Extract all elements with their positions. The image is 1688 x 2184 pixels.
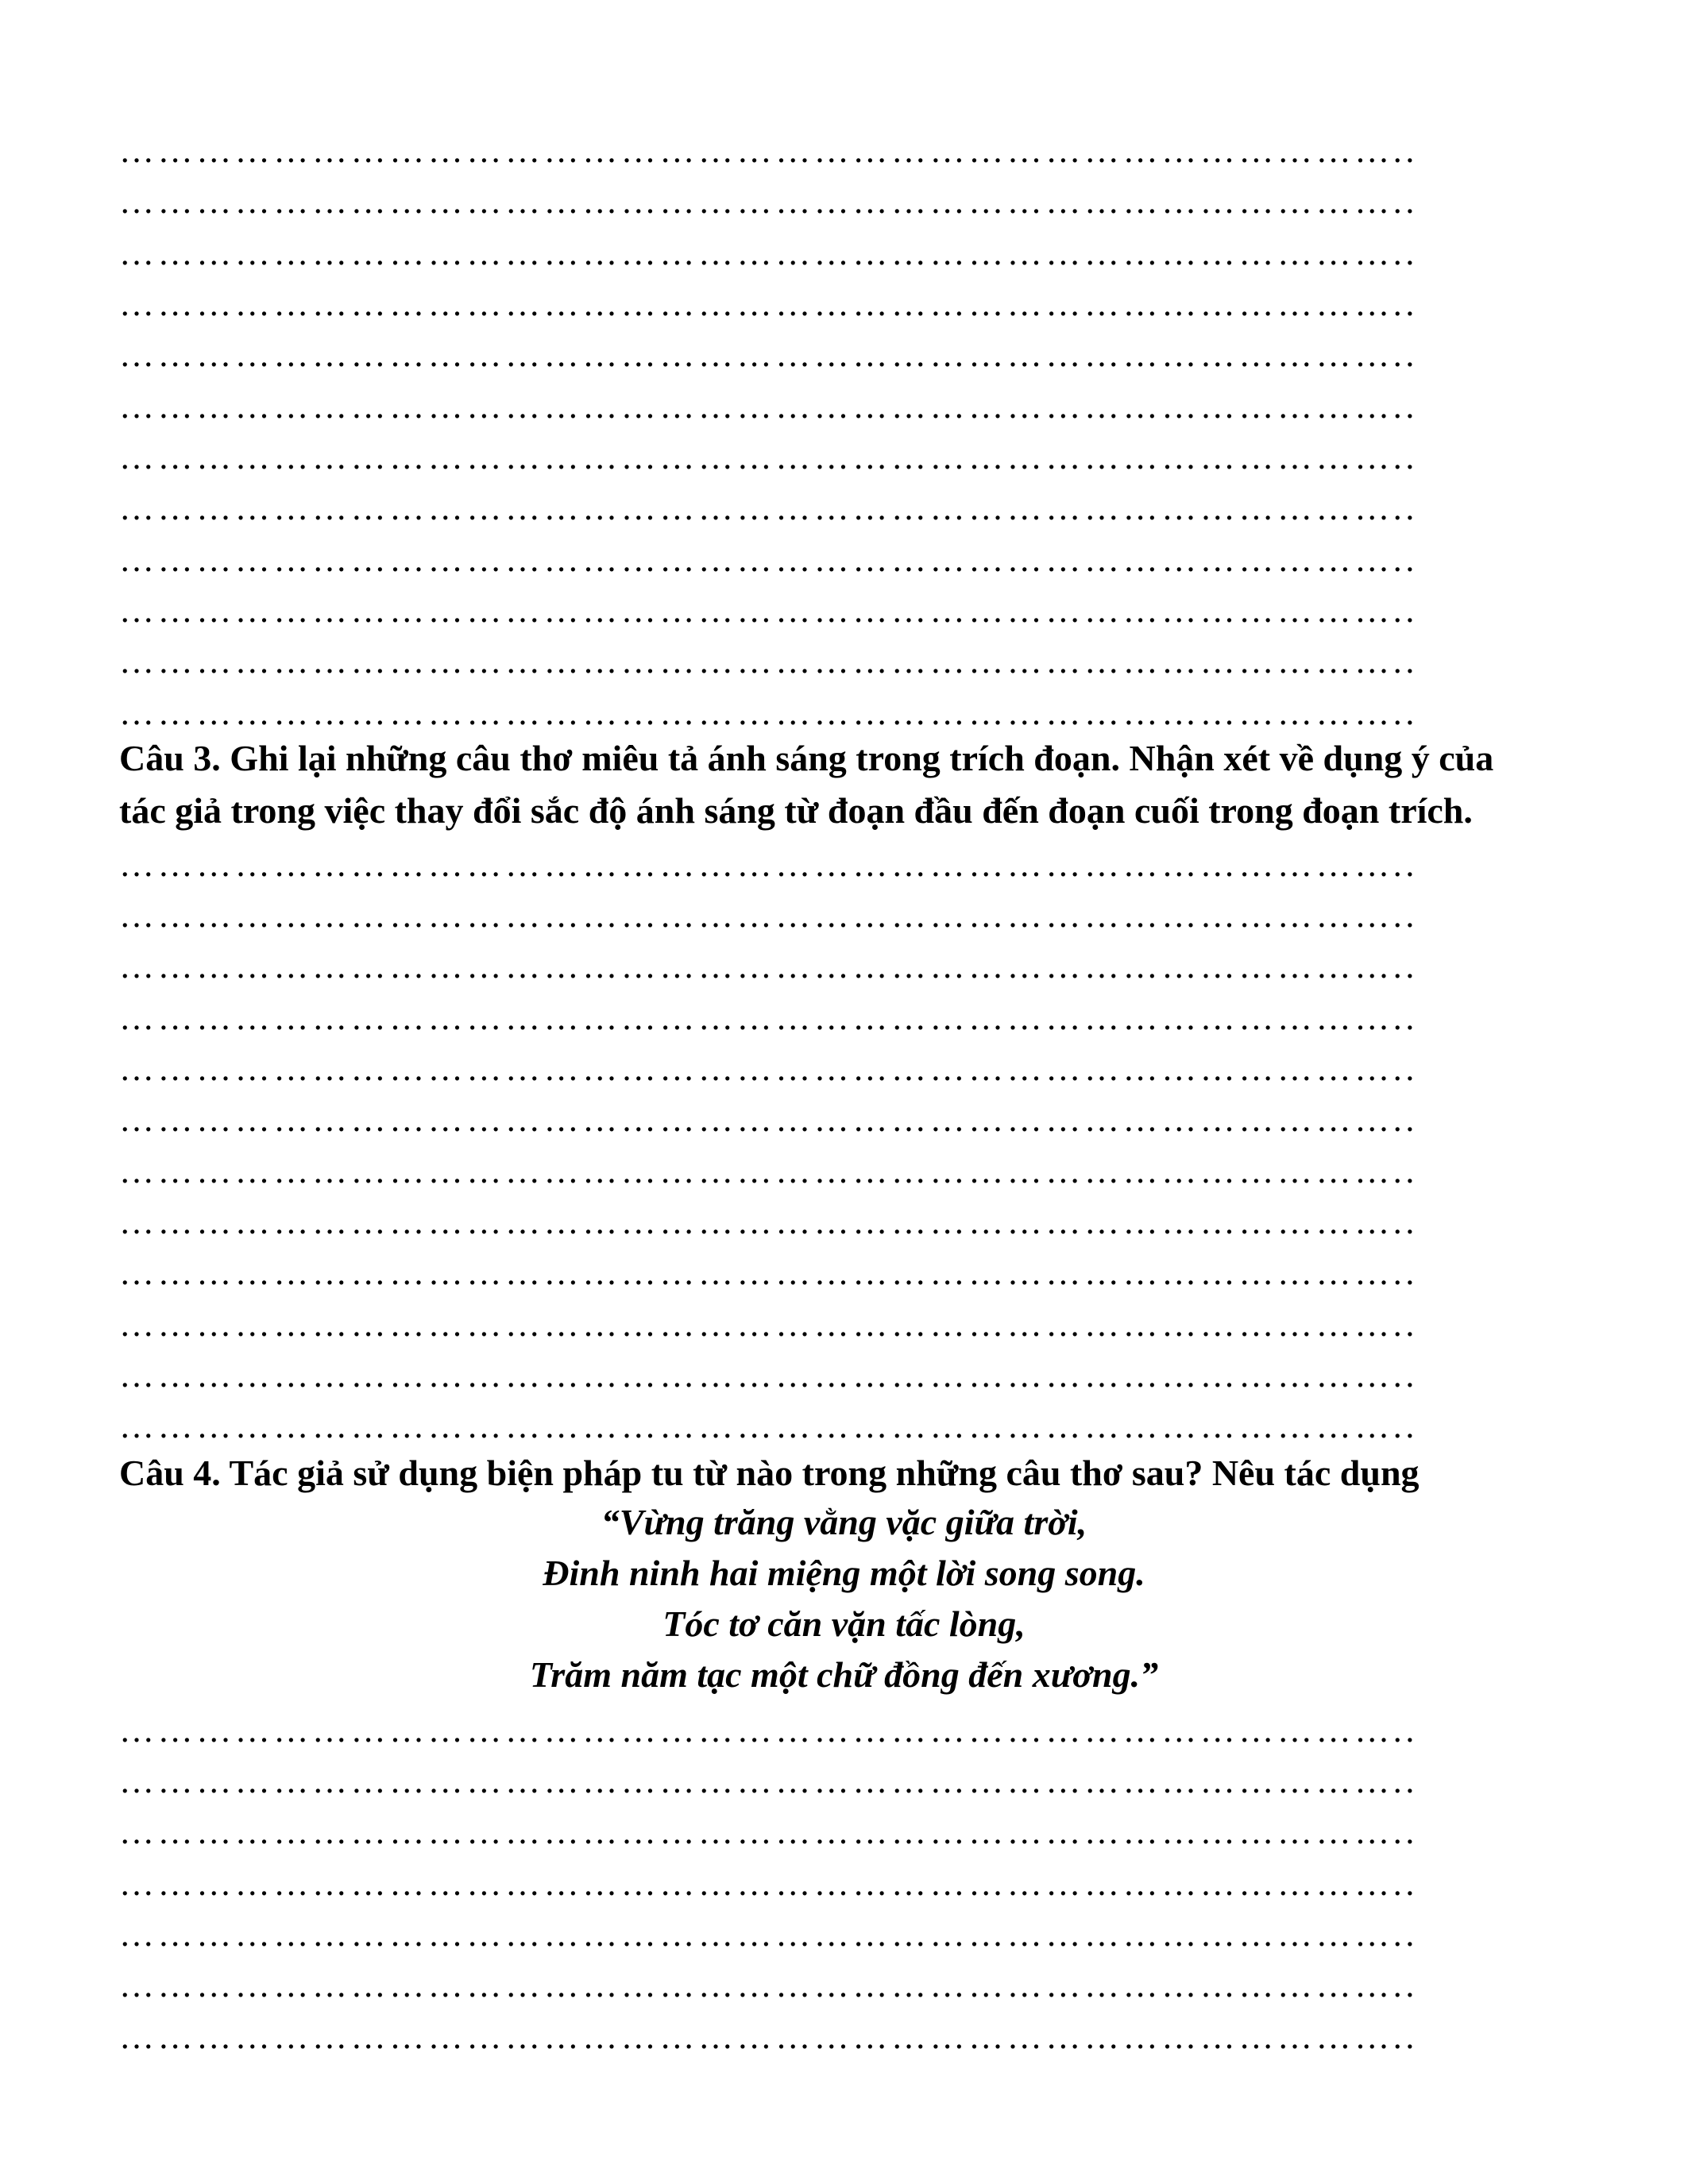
answer-line[interactable]: ………………………………………………………………………………………..	[119, 1356, 1418, 1395]
answer-line[interactable]: ………………………………………………………………………………………..	[119, 438, 1418, 477]
answer-line[interactable]: ………………………………………………………………………………………..	[119, 233, 1418, 272]
answer-line[interactable]: ………………………………………………………………………………………..	[119, 693, 1418, 732]
answer-line[interactable]: ………………………………………………………………………………………..	[119, 1406, 1418, 1445]
answer-line[interactable]: ………………………………………………………………………………………..	[119, 1305, 1418, 1344]
question-3	[119, 732, 1581, 837]
answer-line[interactable]: ………………………………………………………………………………………..	[119, 947, 1418, 986]
question-4	[119, 1447, 1581, 1499]
answer-line[interactable]: ………………………………………………………………………………………..	[119, 1915, 1418, 1954]
answer-line[interactable]: ………………………………………………………………………………………..	[119, 1152, 1418, 1190]
answer-line[interactable]: ………………………………………………………………………………………..	[119, 1812, 1418, 1851]
answer-line[interactable]: ………………………………………………………………………………………..	[119, 1100, 1418, 1139]
answer-line[interactable]: ………………………………………………………………………………………..	[119, 2017, 1418, 2056]
answer-line[interactable]: ………………………………………………………………………………………..	[119, 1761, 1418, 1800]
answer-line[interactable]: ………………………………………………………………………………………..	[119, 896, 1418, 935]
answer-line[interactable]: ………………………………………………………………………………………..	[119, 1202, 1418, 1241]
question-3-line-1: Câu 3. Ghi lại những câu thơ miêu tả ánh sáng trong trích đoạn. Nhận xét về dụng ý của	[119, 738, 1494, 778]
question-4-line-1: Câu 4. Tác giả sử dụng biện pháp tu từ nào trong những câu thơ sau? Nêu tác dụng	[119, 1453, 1420, 1493]
answer-line[interactable]: ………………………………………………………………………………………..	[119, 1864, 1418, 1903]
answer-line[interactable]: ………………………………………………………………………………………..	[119, 1711, 1418, 1750]
poem-line-3: Tóc tơ căn vặn tấc lòng,	[662, 1603, 1026, 1644]
poem-line-2: Đinh ninh hai miệng một lời song song.	[543, 1553, 1145, 1593]
answer-line[interactable]: ………………………………………………………………………………………..	[119, 1966, 1418, 2005]
answer-line[interactable]: ………………………………………………………………………………………..	[119, 591, 1418, 630]
answer-line[interactable]: ………………………………………………………………………………………..	[119, 1049, 1418, 1088]
answer-line[interactable]: ………………………………………………………………………………………..	[119, 387, 1418, 426]
answer-line[interactable]: ………………………………………………………………………………………..	[119, 488, 1418, 527]
answer-line[interactable]: ………………………………………………………………………………………..	[119, 182, 1418, 221]
question-3-line-2: tác giả trong việc thay đổi sắc độ ánh sáng từ đoạn đầu đến đoạn cuối trong đoạn trích.	[119, 790, 1473, 831]
answer-line[interactable]: ………………………………………………………………………………………..	[119, 284, 1418, 323]
poem-line-4: Trăm năm tạc một chữ đồng đến xương.”	[529, 1654, 1159, 1695]
answer-line[interactable]: ………………………………………………………………………………………..	[119, 845, 1418, 884]
answer-line[interactable]: ………………………………………………………………………………………..	[119, 131, 1418, 170]
poem-excerpt	[0, 1497, 1688, 1700]
answer-line[interactable]: ………………………………………………………………………………………..	[119, 1253, 1418, 1292]
answer-line[interactable]: ………………………………………………………………………………………..	[119, 642, 1418, 681]
answer-line[interactable]: ………………………………………………………………………………………..	[119, 335, 1418, 374]
poem-line-1: “Vừng trăng vằng vặc giữa trời,	[601, 1502, 1087, 1542]
answer-line[interactable]: ………………………………………………………………………………………..	[119, 540, 1418, 579]
answer-line[interactable]: ………………………………………………………………………………………..	[119, 998, 1418, 1037]
